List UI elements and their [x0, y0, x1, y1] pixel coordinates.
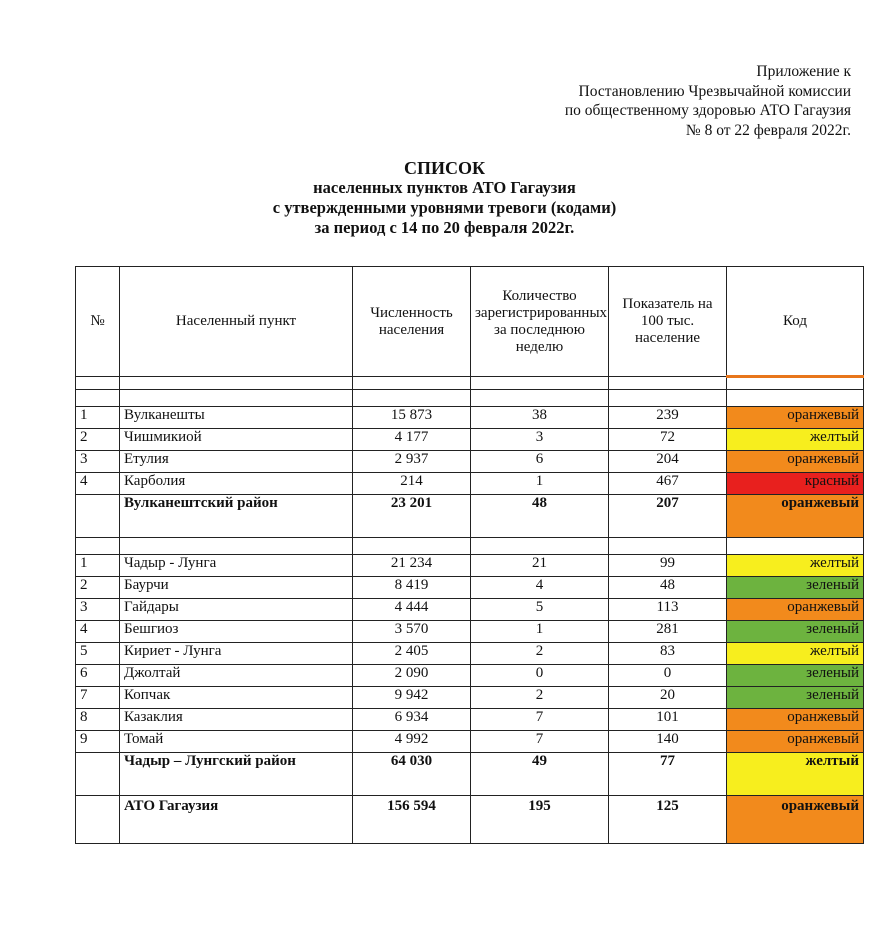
cell-cases: 48 [471, 495, 609, 538]
table-body [76, 377, 864, 844]
cell-cases: 2 [471, 687, 609, 709]
cell-name: Джолтай [120, 665, 353, 687]
cell-cases: 5 [471, 599, 609, 621]
status-badge: желтый [727, 429, 864, 451]
cell-population: 4 992 [353, 731, 471, 753]
table-row [76, 407, 864, 429]
cell-rate: 207 [609, 495, 727, 538]
title-line-3: с утвержденными уровнями тревоги (кодами) [272, 198, 617, 217]
col-header-num: № [76, 267, 120, 377]
cell-cases: 1 [471, 473, 609, 495]
cell-num: 3 [76, 451, 120, 473]
cell-population: 64 030 [353, 753, 471, 796]
table-row [76, 451, 864, 473]
status-badge: желтый [727, 753, 864, 796]
spacer-cell [353, 538, 471, 555]
cell-population: 3 570 [353, 621, 471, 643]
status-badge: оранжевый [727, 796, 864, 844]
title-line-2: населенных пунктов АТО Гагаузия [313, 178, 576, 197]
cell-population: 15 873 [353, 407, 471, 429]
cell-name: Етулия [120, 451, 353, 473]
cell-rate: 125 [609, 796, 727, 844]
cell-name: Чишмикиой [120, 429, 353, 451]
cell-name: АТО Гагаузия [120, 796, 353, 844]
status-badge: красный [727, 473, 864, 495]
cell-name: Томай [120, 731, 353, 753]
cell-cases: 195 [471, 796, 609, 844]
cell-rate: 72 [609, 429, 727, 451]
col-header-rate: Показатель на 100 тыс. население [609, 267, 727, 377]
status-badge: желтый [727, 555, 864, 577]
status-badge: оранжевый [727, 495, 864, 538]
cell-name: Карболия [120, 473, 353, 495]
cell-num [76, 495, 120, 538]
status-badge: оранжевый [727, 731, 864, 753]
cell-num [76, 796, 120, 844]
appendix-header [565, 62, 851, 140]
status-badge: зеленый [727, 621, 864, 643]
cell-population: 21 234 [353, 555, 471, 577]
cell-num: 1 [76, 555, 120, 577]
cell-cases: 7 [471, 731, 609, 753]
cell-num: 9 [76, 731, 120, 753]
cell-num: 8 [76, 709, 120, 731]
cell-cases: 38 [471, 407, 609, 429]
appendix-line-3: по общественному здоровью АТО Гагаузия [564, 102, 851, 119]
cell-rate: 77 [609, 753, 727, 796]
cell-name: Казаклия [120, 709, 353, 731]
cell-num: 5 [76, 643, 120, 665]
cell-rate: 113 [609, 599, 727, 621]
cell-name: Баурчи [120, 577, 353, 599]
status-badge: оранжевый [727, 599, 864, 621]
cell-population: 214 [353, 473, 471, 495]
cell-name: Бешгиоз [120, 621, 353, 643]
cell-cases: 6 [471, 451, 609, 473]
cell-cases: 49 [471, 753, 609, 796]
col-header-population: Численность населения [353, 267, 471, 377]
spacer-row [76, 538, 864, 555]
table-row [76, 599, 864, 621]
cell-num: 1 [76, 407, 120, 429]
cell-rate: 48 [609, 577, 727, 599]
cell-name: Гайдары [120, 599, 353, 621]
cell-cases: 0 [471, 665, 609, 687]
cell-rate: 83 [609, 643, 727, 665]
table-row [76, 577, 864, 599]
spacer-row [76, 377, 864, 390]
cell-rate: 99 [609, 555, 727, 577]
cell-rate: 467 [609, 473, 727, 495]
cell-population: 2 937 [353, 451, 471, 473]
table-row [76, 555, 864, 577]
appendix-line-1: Приложение к [756, 63, 851, 80]
cell-population: 2 405 [353, 643, 471, 665]
table-row [76, 429, 864, 451]
col-header-name: Населенный пункт [120, 267, 353, 377]
table-row [76, 731, 864, 753]
cell-num [76, 753, 120, 796]
col-header-code: Код [727, 267, 864, 377]
cell-rate: 239 [609, 407, 727, 429]
cell-cases: 21 [471, 555, 609, 577]
status-badge: зеленый [727, 665, 864, 687]
cell-rate: 20 [609, 687, 727, 709]
cell-name: Вулканешты [120, 407, 353, 429]
cell-cases: 4 [471, 577, 609, 599]
cell-name: Копчак [120, 687, 353, 709]
cell-rate: 0 [609, 665, 727, 687]
status-badge: оранжевый [727, 451, 864, 473]
cell-population: 156 594 [353, 796, 471, 844]
cell-name: Чадыр - Лунга [120, 555, 353, 577]
cell-population: 23 201 [353, 495, 471, 538]
table-row [76, 665, 864, 687]
grand-total-row [76, 796, 864, 844]
spacer-cell [727, 538, 864, 555]
status-badge: оранжевый [727, 407, 864, 429]
status-badge: зеленый [727, 577, 864, 599]
district-total-row [76, 495, 864, 538]
cell-num: 4 [76, 473, 120, 495]
cell-rate: 281 [609, 621, 727, 643]
table-row [76, 709, 864, 731]
table-header-row [76, 267, 864, 377]
cell-cases: 7 [471, 709, 609, 731]
col-header-cases: Количество зарегистрированных за последнюю неделю [471, 267, 609, 377]
spacer-cell [471, 538, 609, 555]
appendix-line-2: Постановлению Чрезвычайной комиссии [578, 82, 851, 100]
cell-rate: 101 [609, 709, 727, 731]
title-line-4: за период с 14 по 20 февраля 2022г. [314, 218, 575, 237]
cell-num: 6 [76, 665, 120, 687]
cell-num: 4 [76, 621, 120, 643]
district-total-row [76, 753, 864, 796]
cell-population: 6 934 [353, 709, 471, 731]
table-row [76, 687, 864, 709]
cell-population: 8 419 [353, 577, 471, 599]
cell-num: 2 [76, 577, 120, 599]
cell-rate: 140 [609, 731, 727, 753]
document-title [0, 158, 889, 238]
cell-cases: 1 [471, 621, 609, 643]
status-badge: зеленый [727, 687, 864, 709]
spacer-cell [120, 538, 353, 555]
appendix-line-4: № 8 от 22 февраля 2022г. [685, 121, 851, 139]
table-row [76, 473, 864, 495]
cell-population: 2 090 [353, 665, 471, 687]
cell-name: Чадыр – Лунгский район [120, 753, 353, 796]
spacer-cell [609, 538, 727, 555]
cell-num: 2 [76, 429, 120, 451]
status-badge: желтый [727, 643, 864, 665]
cell-num: 3 [76, 599, 120, 621]
status-badge: оранжевый [727, 709, 864, 731]
cell-population: 9 942 [353, 687, 471, 709]
alert-levels-table [75, 266, 864, 844]
table-row [76, 643, 864, 665]
cell-cases: 3 [471, 429, 609, 451]
cell-num: 7 [76, 687, 120, 709]
cell-population: 4 177 [353, 429, 471, 451]
cell-cases: 2 [471, 643, 609, 665]
cell-rate: 204 [609, 451, 727, 473]
title-main: СПИСОК [403, 158, 486, 178]
spacer-row [76, 390, 864, 407]
cell-name: Кириет - Лунга [120, 643, 353, 665]
spacer-cell [76, 538, 120, 555]
cell-name: Вулканештский район [120, 495, 353, 538]
table-row [76, 621, 864, 643]
cell-population: 4 444 [353, 599, 471, 621]
